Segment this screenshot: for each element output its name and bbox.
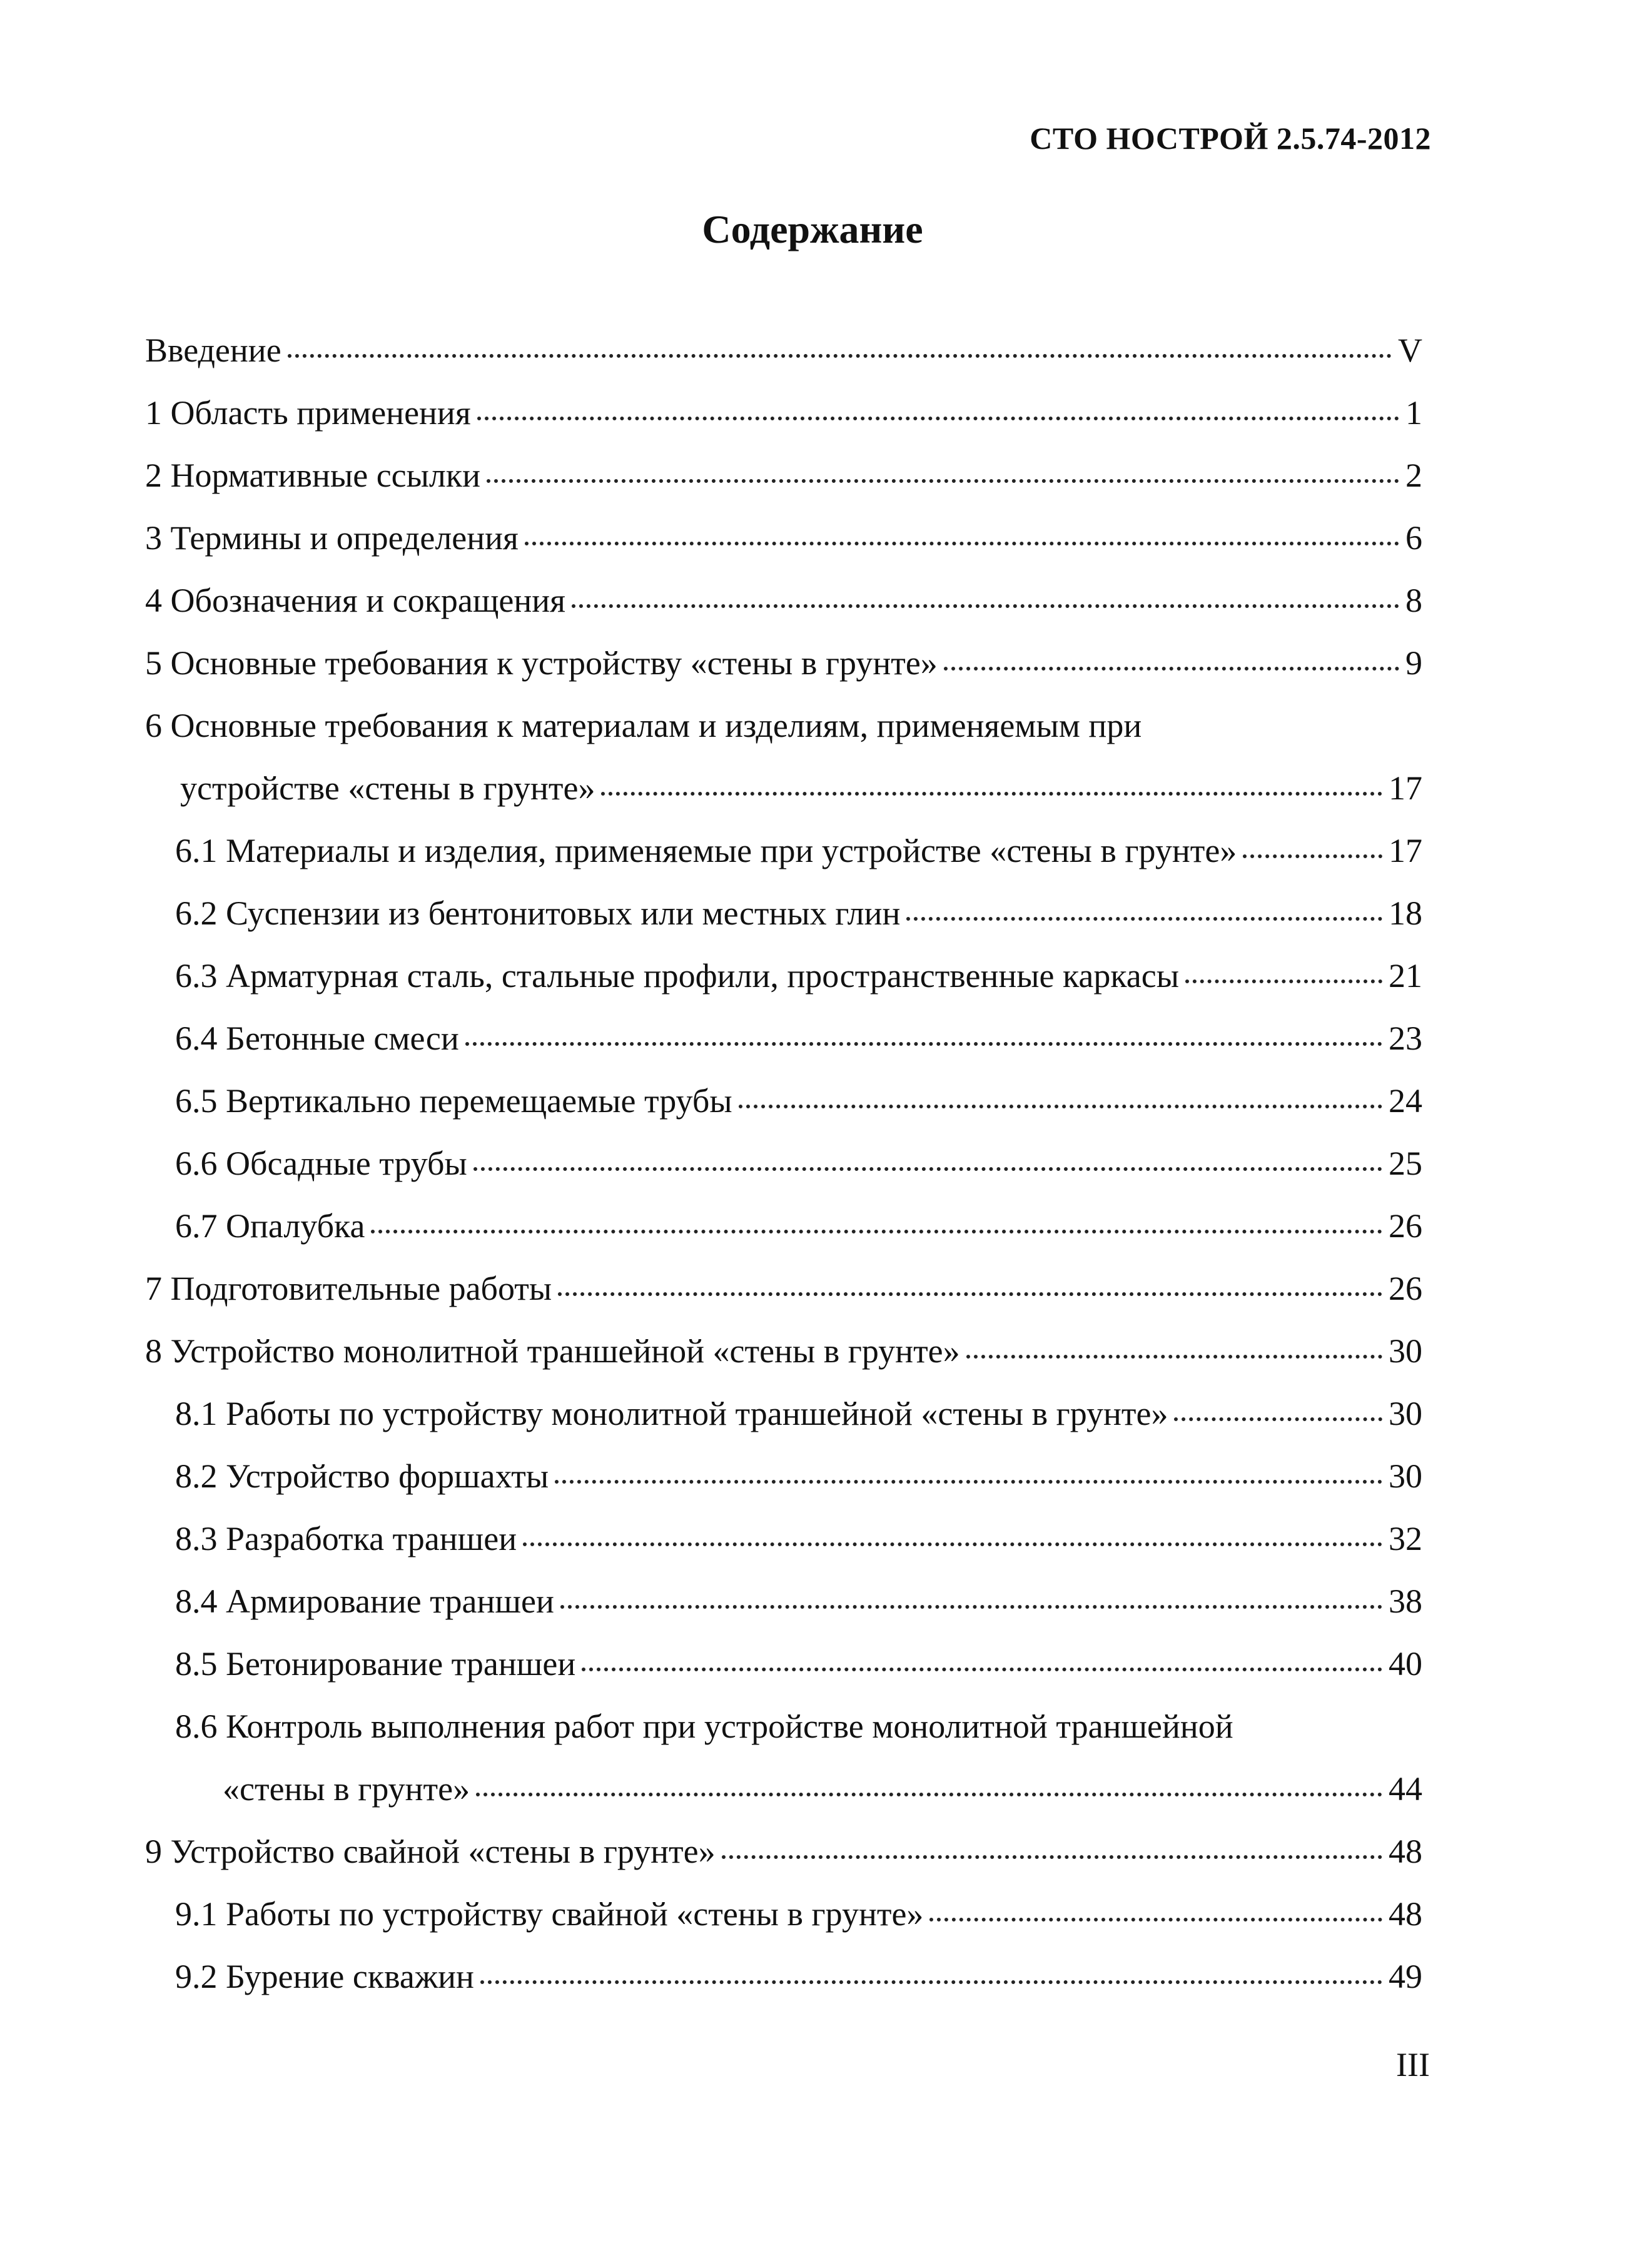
dot-leader [371,1230,1382,1233]
dot-leader [555,1480,1382,1484]
toc-entry-section-9-1[interactable] [145,1886,1422,1948]
dot-leader [739,1105,1382,1108]
toc-page-number: 38 [1389,1582,1422,1620]
dot-leader [560,1605,1382,1609]
toc-entry-text: 8.1 Работы по устройству монолитной траншейной «стены в грунте» [175,1395,1168,1432]
dot-leader [966,1355,1382,1359]
toc-entry-section-6-5[interactable] [145,1073,1422,1135]
toc-page-number: 30 [1389,1457,1422,1495]
dot-leader [1174,1417,1382,1421]
dot-leader [722,1855,1382,1859]
toc-entry-section-4[interactable] [145,572,1422,635]
toc-entry-section-8-2[interactable] [145,1448,1422,1511]
dot-leader [476,1793,1382,1796]
document-code: СТО НОСТРОЙ 2.5.74-2012 [1030,121,1431,156]
dot-leader [601,792,1382,796]
toc-page-number: 30 [1389,1395,1422,1432]
dot-leader [929,1918,1382,1921]
toc-entry-section-8-3[interactable] [145,1511,1422,1573]
toc-entry-text: «стены в грунте» [223,1770,470,1808]
toc-page-number: 25 [1389,1145,1422,1182]
toc-entry-text: 2 Нормативные ссылки [145,457,480,494]
toc-entry-text: 6.7 Опалубка [175,1207,365,1245]
toc-entry-section-8-6-line1[interactable] [145,1698,1422,1761]
dot-leader [558,1292,1382,1296]
toc-page-number: 8 [1405,582,1422,619]
toc-entry-section-6-2[interactable] [145,885,1422,948]
toc-entry-section-6-7[interactable] [145,1198,1422,1260]
toc-page-number: 18 [1389,894,1422,932]
toc-entry-text: 6.5 Вертикально перемещаемые трубы [175,1082,732,1120]
toc-entry-section-6-line1[interactable] [145,697,1422,760]
toc-entry-text: 6.6 Обсадные трубы [175,1145,467,1182]
toc-entry-text: 6 Основные требования к материалам и изделиям, применяемым при [145,707,1142,744]
toc-entry-section-6-1[interactable] [145,823,1422,885]
toc-entry-section-2[interactable] [145,447,1422,510]
toc-entry-text: 4 Обозначения и сокращения [145,582,566,619]
dot-leader [1185,980,1382,983]
toc-entry-section-3[interactable] [145,510,1422,572]
page-title: Содержание [702,207,923,251]
toc-page-number: 24 [1389,1082,1422,1120]
dot-leader [523,1542,1382,1546]
toc-entry-section-9-2[interactable] [145,1948,1422,2011]
toc-entry-text: 8.4 Армирование траншеи [175,1582,554,1620]
toc-page-number: 32 [1389,1520,1422,1557]
toc-entry-text: 6.2 Суспензии из бентонитовых или местных глин [175,894,901,932]
toc-entry-text: 3 Термины и определения [145,519,519,557]
toc-entry-text: 8.6 Контроль выполнения работ при устройстве монолитной траншейной [175,1708,1233,1745]
toc-entry-section-6-3[interactable] [145,948,1422,1010]
toc-page-number: 48 [1389,1895,1422,1933]
toc-page-number: V [1398,332,1422,369]
toc-entry-text: 6.1 Материалы и изделия, применяемые при устройстве «стены в грунте» [175,832,1237,869]
dot-leader [944,667,1399,671]
toc-page-number: 49 [1389,1958,1422,1995]
dot-leader [288,354,1392,358]
toc-entry-section-8-6-line2[interactable] [145,1761,1422,1823]
toc-entry-introduction[interactable] [145,322,1422,385]
toc-page-number: 6 [1405,519,1422,557]
toc-entry-text: 8 Устройство монолитной траншейной «стены в грунте» [145,1332,960,1370]
toc-entry-section-8-4[interactable] [145,1573,1422,1636]
toc-page-number: 1 [1405,394,1422,432]
toc-entry-section-7[interactable] [145,1260,1422,1323]
toc-entry-section-6-line2[interactable] [145,760,1422,823]
toc-entry-section-8-5[interactable] [145,1636,1422,1698]
toc-page-number: 48 [1389,1833,1422,1870]
toc-page-number: 21 [1389,957,1422,995]
dot-leader [525,542,1399,545]
toc-entry-text: Введение [145,332,281,369]
toc-entry-text: 8.5 Бетонирование траншеи [175,1645,576,1683]
dot-leader [480,1980,1382,1984]
toc-entry-text: 7 Подготовительные работы [145,1270,552,1307]
toc-entry-text: 1 Область применения [145,394,471,432]
toc-entry-section-6-4[interactable] [145,1010,1422,1073]
toc-page-number: 40 [1389,1645,1422,1683]
dot-leader [487,479,1399,483]
page-number: III [1396,2046,1430,2083]
toc-page-number: 17 [1389,832,1422,869]
toc-entry-text: 9.2 Бурение скважин [175,1958,474,1995]
toc-page-number: 26 [1389,1270,1422,1307]
dot-leader [582,1668,1382,1671]
toc-entry-section-1[interactable] [145,385,1422,447]
toc-entry-text: 8.3 Разработка траншеи [175,1520,517,1557]
toc-page-number: 44 [1389,1770,1422,1808]
table-of-contents [145,322,1422,2011]
toc-entry-section-9[interactable] [145,1823,1422,1886]
toc-entry-text: 6.3 Арматурная сталь, стальные профили, пространственные каркасы [175,957,1180,995]
toc-entry-text: 6.4 Бетонные смеси [175,1020,459,1057]
toc-entry-text: 8.2 Устройство форшахты [175,1457,549,1495]
toc-entry-text: 5 Основные требования к устройству «стены в грунте» [145,644,938,682]
toc-page-number: 26 [1389,1207,1422,1245]
dot-leader [473,1167,1382,1171]
toc-page-number: 30 [1389,1332,1422,1370]
toc-entry-section-5[interactable] [145,635,1422,697]
dot-leader [1243,854,1382,858]
dot-leader [572,604,1399,608]
dot-leader [477,417,1399,420]
toc-entry-section-8[interactable] [145,1323,1422,1385]
toc-entry-text: 9 Устройство свайной «стены в грунте» [145,1833,716,1870]
toc-entry-text: 9.1 Работы по устройству свайной «стены в грунте» [175,1895,924,1933]
toc-entry-section-8-1[interactable] [145,1385,1422,1448]
toc-page-number: 9 [1405,644,1422,682]
toc-page-number: 2 [1405,457,1422,494]
toc-page-number: 17 [1389,769,1422,807]
toc-entry-section-6-6[interactable] [145,1135,1422,1198]
toc-page-number: 23 [1389,1020,1422,1057]
dot-leader [465,1042,1382,1046]
dot-leader [906,917,1382,921]
toc-entry-text: устройстве «стены в грунте» [180,769,595,807]
